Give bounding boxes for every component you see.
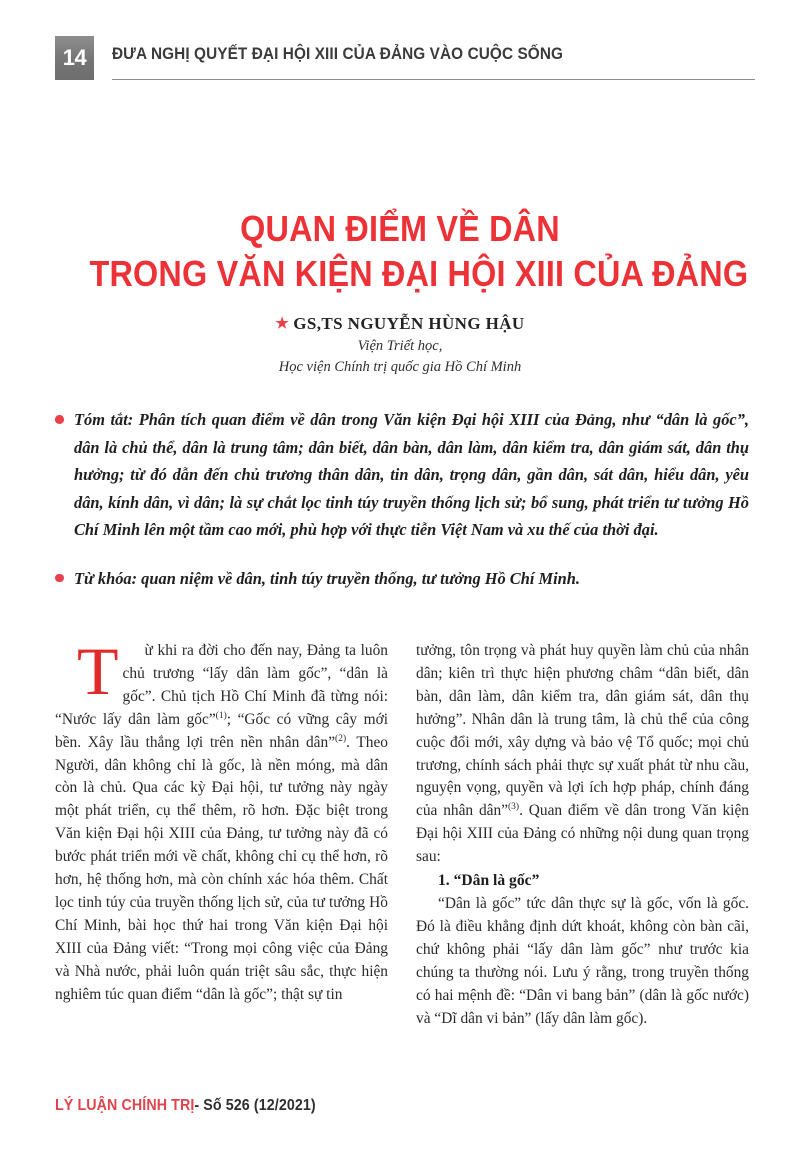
article-title	[89, 206, 749, 296]
abstract-text: Tóm tắt: Phân tích quan điểm về dân trong Văn kiện Đại hội XIII của Đảng, như “dân là gốc”, dân là chủ thể, dân là trung tâm; dân biết, dân bàn, dân làm, dân kiểm tra, dân giám sát, dân thụ hưởng; từ đó dẫn đến chủ trương thân dân, tin dân, trọng dân, gần dân, sát dân, hiểu dân, yêu dân, kính dân, vì dân; là sự chắt lọc tinh túy truyền thống lịch sử; bổ sung, phát triển tư tưởng Hồ Chí Minh lên một tầm cao mới, phù hợp với thực tiễn Việt Nam và xu thế của thời đại.	[74, 410, 749, 540]
drop-cap: T	[77, 633, 119, 709]
author-name: GS,TS NGUYỄN HÙNG HẬU	[293, 314, 525, 333]
body-columns	[55, 633, 749, 1060]
star-icon: ★	[275, 316, 290, 332]
article-title-line-2: TRONG VĂN KIỆN ĐẠI HỘI XIII CỦA ĐẢNG	[89, 253, 749, 295]
body-text-2a: tưởng, tôn trọng và phát huy quyền làm chủ của nhân dân; kiên trì thực hiện phương châm “dân biết, dân bàn, dân làm, dân kiểm tra, dân giám sát, dân thụ hưởng”. Nhân dân là trung tâm, là chủ thể của công cuộc đổi mới, xây dựng và bảo vệ Tổ quốc; mọi chủ trương, chính sách phải thực sự xuất phát từ nhu cầu, nguyện vọng, quyền và lợi ích hợp pháp, chính đáng của nhân dân”	[416, 642, 749, 820]
author-affiliation-1: Viện Triết học,	[357, 338, 443, 354]
bullet-dot-icon	[55, 415, 64, 424]
keywords-paragraph	[55, 565, 749, 593]
running-head-title: ĐƯA NGHỊ QUYẾT ĐẠI HỘI XIII CỦA ĐẢNG VÀO CUỘC SỐNG	[112, 45, 564, 63]
body-text-1b: ; “Gốc có vững cây mới bền. Xây lầu thắng lợi trên nền nhân dân”	[55, 710, 389, 751]
running-head	[55, 36, 755, 84]
body-text-1a: ừ khi ra đời cho đến nay, Đảng ta luôn chủ trương “lấy dân làm gốc”, “dân là gốc”. Chủ tịch Hồ Chí Minh đã từng nói: “Nước lấy dân làm gốc”	[55, 642, 388, 728]
body-paragraph-2: “Dân là gốc” tức dân thực sự là gốc, vốn là gốc. Đó là điều khẳng định dứt khoát, không còn bàn cãi, chứ không phải “lấy dân làm gốc” như trước kia chúng ta thường nói. Lưu ý rằng, trong truyền thống có hai mệnh đề: “Dân vi bang bản” (dân là gốc nước) và “Dĩ dân vi bản” (lấy dân làm gốc).	[416, 895, 749, 1027]
author-affiliation-2: Học viện Chính trị quốc gia Hồ Chí Minh	[278, 359, 522, 375]
column-right	[416, 640, 749, 1060]
abstract-paragraph	[55, 406, 749, 544]
body-text-2b: . Quan điểm về dân trong Văn kiện Đại hội XIII của Đảng có những nội dung quan trọng sau:	[416, 802, 749, 866]
footnote-ref-2[interactable]: (2)	[335, 733, 347, 744]
article-title-line-1: QUAN ĐIỂM VỀ DÂN	[240, 208, 560, 250]
column-left	[55, 633, 389, 1060]
page-number-badge: 14	[55, 36, 94, 80]
body-text-1c: . Theo Người, dân không chỉ là gốc, là nền móng, mà dân còn là chủ. Qua các kỳ Đại hội, tư tưởng này ngày một phát triển, cụ thể thêm, rõ hơn. Đặc biệt trong Văn kiện Đại hội XIII của Đảng, tư tưởng này đã có bước phát triển mới về chất, không chỉ cụ thể hơn, rõ hơn, hệ thống hơn, mà còn chính xác hóa thêm. Chất lọc tinh túy của truyền thống lịch sử, của tư tưởng Hồ Chí Minh, bài học thứ hai trong Văn kiện Đại hội XIII của Đảng viết: “Trong mọi công việc của Đảng và Nhà nước, phải luôn quán triệt sâu sắc, thực hiện nghiêm túc quan điểm “dân là gốc”; thật sự tin	[55, 733, 388, 1003]
body-paragraph-1	[55, 633, 389, 1007]
journal-name: LÝ LUẬN CHÍNH TRỊ	[55, 1097, 195, 1114]
footnote-ref-1[interactable]: (1)	[215, 710, 227, 721]
keywords-text: Từ khóa: quan niệm về dân, tinh túy truyền thống, tư tưởng Hồ Chí Minh.	[74, 568, 580, 588]
footnote-ref-3[interactable]: (3)	[508, 802, 520, 813]
body-paragraph-continued	[416, 640, 749, 869]
header-divider	[112, 79, 755, 80]
bullet-dot-icon	[55, 574, 64, 583]
section-heading-1: 1. “Dân là gốc”	[438, 872, 540, 890]
author-row	[55, 313, 745, 336]
issue-number: - Số 526 (12/2021)	[194, 1097, 316, 1114]
footer	[55, 1097, 316, 1115]
byline	[55, 313, 745, 378]
abstract-block	[55, 406, 749, 593]
